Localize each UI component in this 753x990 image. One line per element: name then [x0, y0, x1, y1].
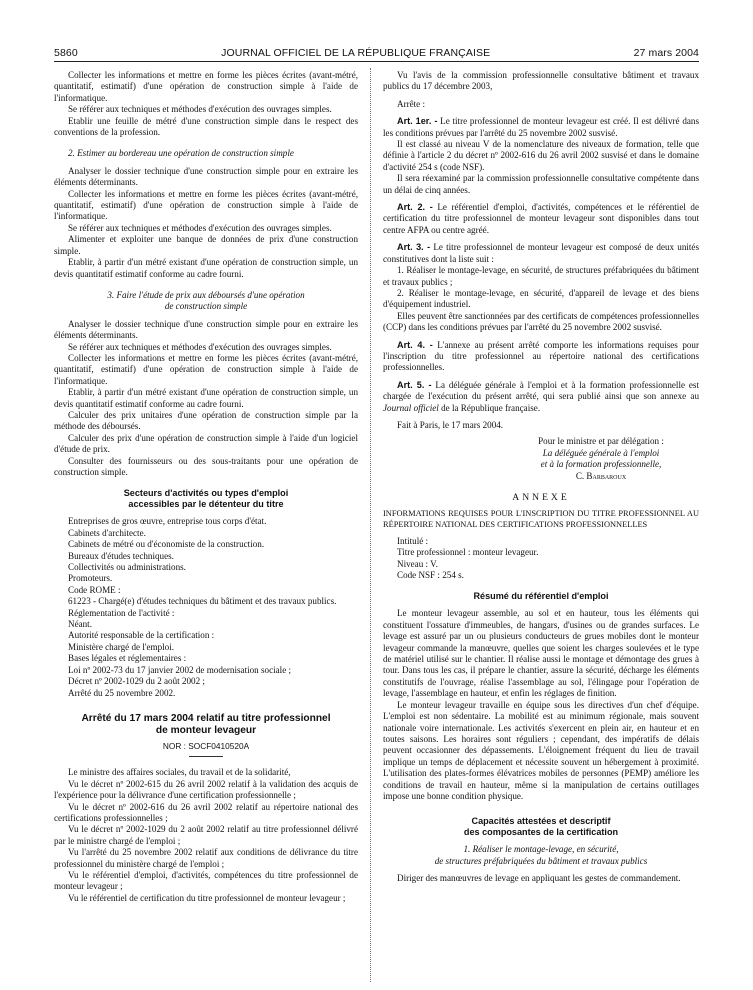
paragraph: Il est classé au niveau V de la nomenclature des niveaux de formation, telle que définie à l'article 2 du décret nº 2002-616 du 26 avril 2002 susvisé et dans le domaine d'activité 254 s (code NSF).	[383, 139, 699, 172]
article-5	[383, 380, 699, 414]
right-column	[383, 70, 699, 885]
paragraph: Le monteur levageur assemble, au sol et en hauteur, tous les éléments qui constituent l'ossature d'immeubles, de hangars, d'usines ou de grandes surfaces. Le levage est assuré par un ou plusieurs conducteurs de grues mobiles dont le monteur levageur commande la manœuvre, quelles que soient les charges soulevées et le type de matériel utilisé sur le chantier. Il réalise aussi le montage et démontage des grues à tour. Dans tous les cas, il prépare le chantier, assure la sécurité, décharge les éléments constitutifs de l'ouvrage, réalise l'assemblage au sol, l'élingage pour l'opération de levage, l'assemblage en hauteur, et enfin les réglages de finition.	[383, 608, 699, 699]
paragraph: Niveau : V.	[397, 558, 438, 569]
paragraph: Vu le décret nº 2002-616 du 26 avril 2002 relatif au répertoire national des certifications professionnelles ;	[54, 801, 358, 823]
paragraph: Vu le référentiel d'emploi, d'activités, compétences du titre professionnel de monteur levageur ;	[54, 869, 358, 892]
nor-reference: NOR : SOCF0410520A	[162, 740, 250, 751]
signature-line: et à la formation professionnelle,	[540, 459, 662, 470]
paragraph: Vu l'arrêté du 25 novembre 2002 relatif aux conditions de délivrance du titre professionnel du ministère chargé de l'emploi ;	[54, 847, 358, 869]
paragraph: Cabinets d'architecte.	[68, 527, 146, 538]
annexe-heading: ANNEXE	[512, 492, 570, 503]
paragraph: Consulter des fournisseurs ou des sous-traitants pour une opération de construction simple.	[54, 455, 358, 477]
paragraph: Entreprises de gros œuvre, entreprise tous corps d'état.	[68, 516, 267, 527]
paragraph: Vu le décret nº 2002-1029 du 2 août 2002 relatif au titre professionnel délivré par le ministre chargé de l'emploi ;	[54, 824, 358, 846]
signature-block	[503, 436, 699, 482]
arrete-title: Arrêté du 17 mars 2004 relatif au titre professionnel	[81, 712, 331, 724]
paragraph: Calculer des prix unitaires d'une opération de construction simple par la méthode des déboursés.	[54, 409, 358, 432]
paragraph: Il sera réexaminé par la commission professionnelle consultative compétente dans un délai de cinq années.	[383, 173, 699, 195]
section-heading: des composantes de la certification	[463, 827, 619, 838]
page-header	[54, 43, 699, 59]
paragraph: Loi nº 2002-73 du 17 janvier 2002 de modernisation sociale ;	[68, 664, 292, 675]
paragraph: Fait à Paris, le 17 mars 2004.	[397, 419, 504, 430]
annexe-caps-title: INFORMATIONS REQUISES POUR L'INSCRIPTION DU TITRE PROFESSIONNEL AU RÉPERTOIRE NATIONAL DES CERTIFICATIONS PROFESSIONNELLES	[383, 509, 699, 529]
signatory-name: C. Barbaroux	[575, 470, 627, 481]
paragraph: Collecter les informations et mettre en forme les pièces écrites (avant-métré, quantitatif, estimatif) d'une opération de construction simple à l'aide de l'informatique.	[54, 188, 358, 222]
paragraph: Le ministre des affaires sociales, du travail et de la solidarité,	[68, 767, 291, 778]
section-title: de construction simple	[164, 301, 248, 312]
article-text: La déléguée générale à l'emploi et à la formation professionnelle est chargée de l'exécution du présent arrêté, qui sera publié ainsi que son annexe au	[383, 379, 699, 402]
article-label: Art. 4. -	[397, 339, 433, 350]
paragraph: Collecter les informations et mettre en forme les pièces écrites (avant-métré, quantitatif, estimatif) d'une opération de construction simple à l'aide de l'informatique.	[54, 352, 358, 386]
paragraph: Se référer aux techniques et méthodes d'exécution des ouvrages simples.	[68, 104, 332, 115]
signature-line: Pour le ministre et par délégation :	[538, 436, 664, 447]
article-4	[383, 340, 699, 374]
paragraph: Calculer des prix d'une opération de construction simple à l'aide d'un logiciel d'étude de prix.	[54, 432, 358, 455]
section-title: 1. Réaliser le montage-levage, en sécurité,	[463, 844, 619, 855]
signature-line: La déléguée générale à l'emploi	[542, 447, 660, 458]
column-divider	[370, 68, 371, 982]
paragraph: 2. Réaliser le montage-levage, en sécurité, d'appareil de levage et des biens d'équipement industriel.	[383, 287, 699, 310]
article-label: Art. 3. -	[397, 242, 431, 253]
paragraph: Arrête :	[397, 98, 426, 109]
paragraph: Vu le décret nº 2002-615 du 26 avril 2002 relatif à la validation des acquis de l'expérience pour la délivrance d'une certification professionnelle ;	[54, 778, 358, 801]
paragraph: Bureaux d'études techniques.	[68, 550, 174, 561]
article-1	[383, 116, 699, 139]
paragraph: Bases légales et réglementaires :	[68, 653, 187, 664]
paragraph: Code NSF : 254 s.	[397, 570, 464, 581]
paragraph: Alimenter et exploiter une banque de données de prix d'une construction simple.	[54, 234, 358, 256]
paragraph: Diriger des manœuvres de levage en appliquant les gestes de commandement.	[397, 873, 681, 884]
paragraph: Arrêté du 25 novembre 2002.	[68, 687, 176, 698]
section-heading: accessibles par le détenteur du titre	[128, 499, 284, 510]
paragraph: Cabinets de métré ou d'économiste de la construction.	[68, 539, 265, 550]
paragraph: Etablir, à partir d'un métré existant d'une opération de construction simple, un devis quantitatif estimatif conforme au cadre fourni.	[54, 387, 358, 409]
article-text: Le titre professionnel de monteur levageur est composé de deux unités constitutives dont la liste suit :	[383, 242, 699, 264]
article-label: Art. 2. -	[397, 202, 433, 213]
page-number: 5860	[54, 47, 78, 59]
paragraph: Décret nº 2002-1029 du 2 août 2002 ;	[68, 676, 205, 687]
paragraph: Etablir une feuille de métré d'une construction simple dans le respect des conventions de la profession.	[54, 115, 358, 138]
paragraph: Le monteur levageur travaille en équipe sous les directives d'un chef d'équipe. L'emploi est non sédentaire. La mobilité est au minimum régionale, mais souvent nationale voire internationale. Les activités s'exercent en plein air, en hauteur et en toutes saisons. Les horaires sont réguliers ; cependant, des impératifs de délais peuvent occasionner des dépassements. L'éloignement fréquent du lieu de travail implique un temps de déplacement et nécessite souvent un hébergement à proximité. L'utilisation des plates-formes élévatrices mobiles de personnes (PEMP) améliore les conditions de travail en hauteur, même si la manipulation de certains outillages impose une bonne condition physique.	[383, 699, 699, 801]
paragraph: Titre professionnel : monteur levageur.	[397, 547, 539, 558]
article-label: Art. 1er. -	[397, 116, 438, 127]
article-3	[383, 242, 699, 265]
section-title: de structures préfabriquées du bâtiment et travaux publics	[434, 855, 648, 866]
paragraph: Réglementation de l'activité :	[68, 607, 175, 618]
paragraph: Intitulé :	[397, 535, 429, 546]
header-rule	[54, 61, 699, 62]
paragraph: Se référer aux techniques et méthodes d'exécution des ouvrages simples.	[68, 341, 332, 352]
article-text: L'annexe au présent arrêté comporte les informations requises pour l'inscription du titre professionnel au répertoire national des certifications professionnelles.	[383, 339, 699, 373]
paragraph: Collectivités ou administrations.	[68, 562, 186, 573]
paragraph: Promoteurs.	[68, 573, 113, 584]
paragraph: Ministère chargé de l'emploi.	[68, 641, 175, 652]
paragraph: Analyser le dossier technique d'une construction simple pour en extraire les éléments déterminants.	[54, 165, 358, 188]
paragraph: Autorité responsable de la certification :	[68, 630, 215, 641]
article-text: de la République française.	[441, 402, 541, 413]
journal-title: JOURNAL OFFICIEL DE LA RÉPUBLIQUE FRANÇAISE	[221, 47, 491, 59]
article-2	[383, 202, 699, 236]
journal-name: Journal officiel	[383, 402, 439, 413]
article-text: Le titre professionnel de monteur levageur est créé. Il est délivré dans les conditions prévues par l'arrêté du 25 novembre 2002 susvisé.	[383, 116, 699, 138]
arrete-title: de monteur levageur	[155, 724, 257, 736]
section-title: 3. Faire l'étude de prix aux déboursés d'une opération	[107, 289, 305, 300]
paragraph: Vu le référentiel de certification du titre professionnel de monteur levageur ;	[68, 892, 346, 903]
paragraph: 61223 - Chargé(e) d'études techniques du bâtiment et des travaux publics.	[68, 596, 337, 607]
paragraph: Vu l'avis de la commission professionnelle consultative bâtiment et travaux publics du 17 décembre 2003,	[383, 70, 699, 92]
paragraph: Code ROME :	[68, 584, 121, 595]
separator-rule	[189, 756, 223, 757]
left-column	[54, 70, 358, 904]
section-title: 2. Estimer au bordereau une opération de construction simple	[68, 148, 294, 159]
section-heading: Résumé du référentiel d'emploi	[473, 591, 609, 602]
paragraph: 1. Réaliser le montage-levage, en sécurité, de structures préfabriquées du bâtiment et travaux publics ;	[383, 265, 699, 287]
paragraph: Analyser le dossier technique d'une construction simple pour en extraire les éléments déterminants.	[54, 318, 358, 341]
article-label: Art. 5. -	[397, 379, 432, 390]
paragraph: Etablir, à partir d'un métré existant d'une opération de construction simple, un devis quantitatif estimatif conforme au cadre fourni.	[54, 257, 358, 279]
section-heading: Secteurs d'activités ou types d'emploi	[123, 488, 289, 499]
article-text: Le référentiel d'emploi, d'activités, compétences et le référentiel de certification du titre professionnel de monteur levageur sont disponibles dans tout centre AFPA ou centre agréé.	[383, 202, 699, 235]
paragraph: Collecter les informations et mettre en forme les pièces écrites (avant-métré, quantitatif, estimatif) d'une opération de construction simple à l'aide de l'informatique.	[54, 70, 358, 103]
section-heading: Capacités attestées et descriptif	[471, 816, 611, 827]
paragraph: Néant.	[68, 619, 92, 630]
paragraph: Se référer aux techniques et méthodes d'exécution des ouvrages simples.	[68, 222, 332, 233]
paragraph: Elles peuvent être sanctionnées par des certificats de compétences professionnelles (CCP) dans les conditions prévues par l'arrêté du 25 novembre 2002 susvisé.	[383, 310, 699, 333]
issue-date: 27 mars 2004	[633, 47, 699, 59]
